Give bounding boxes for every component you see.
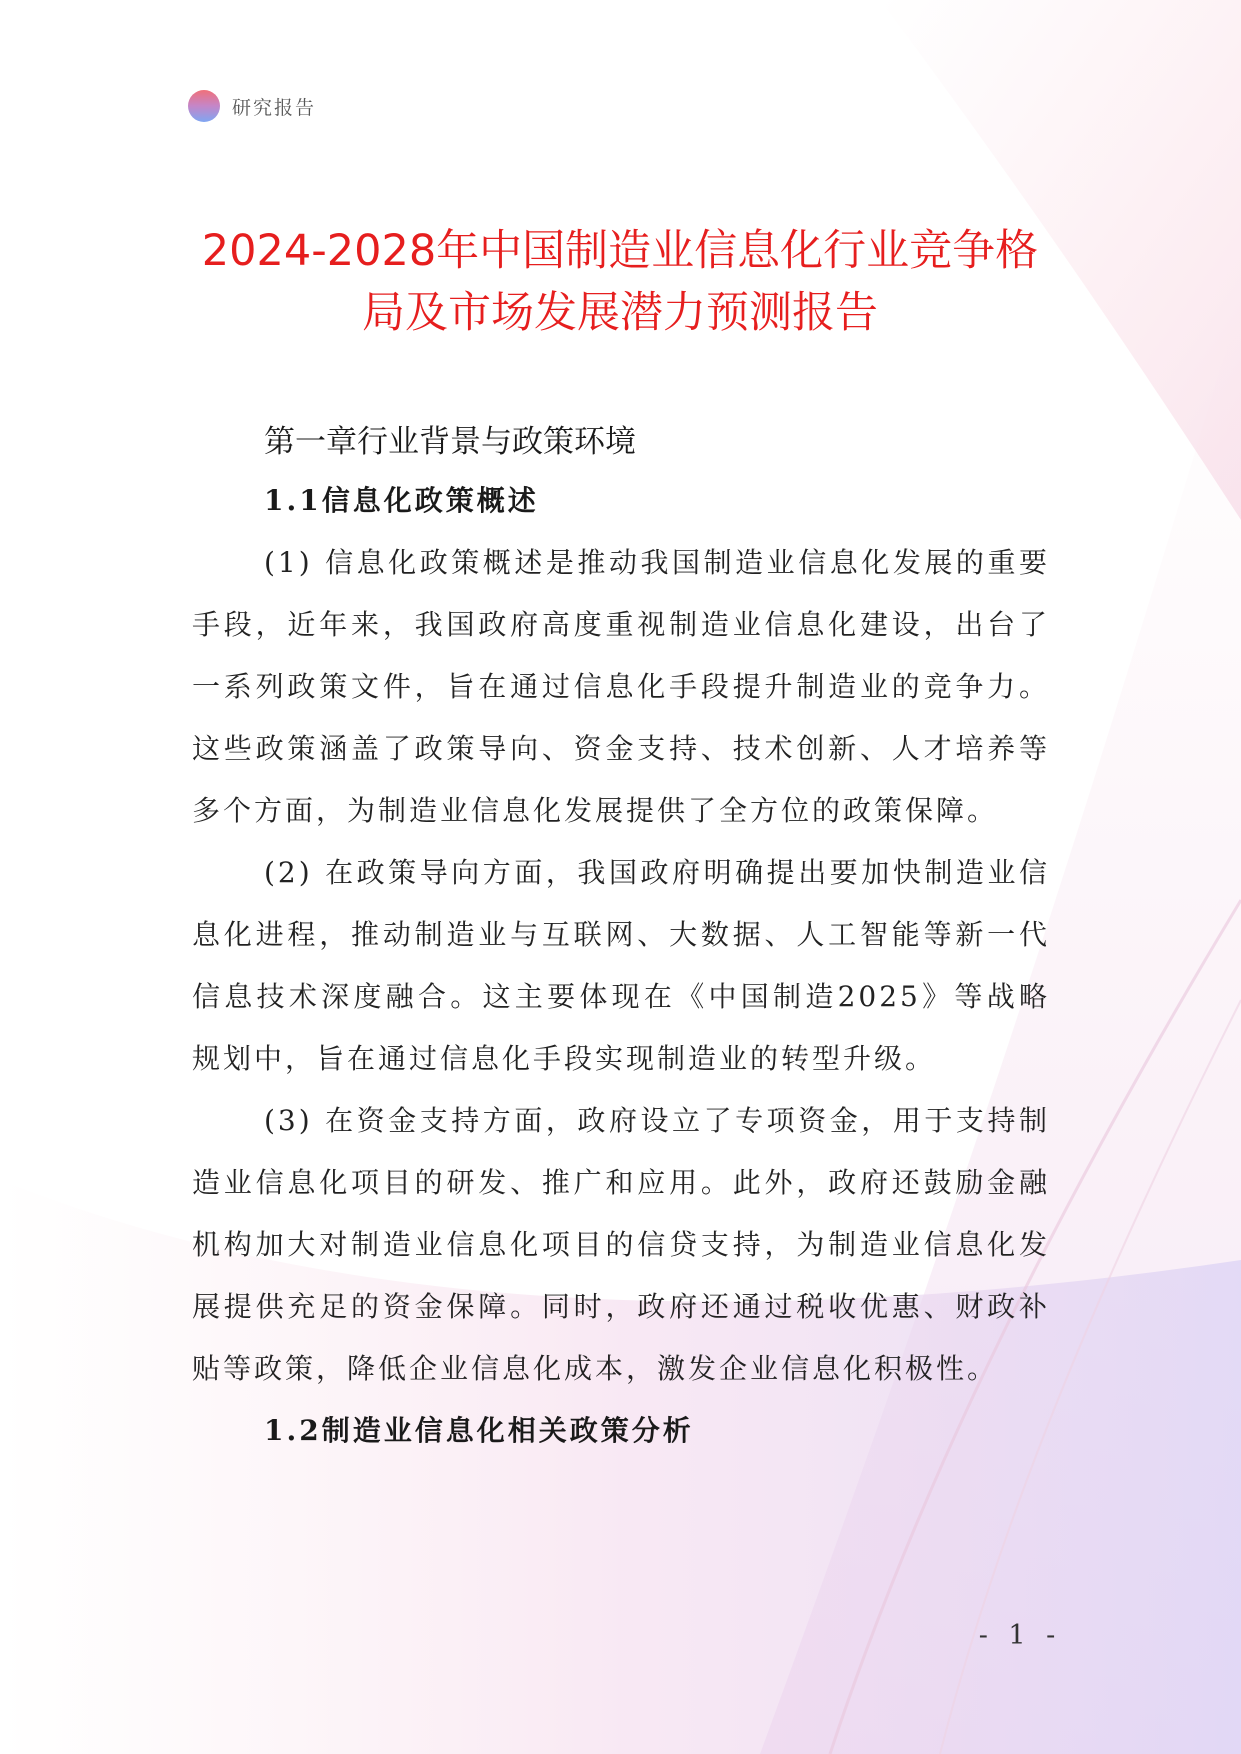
paragraph-2: (2) 在政策导向方面，我国政府明确提出要加快制造业信息化进程，推动制造业与互联网、大数据、人工智能等新一代信息技术深度融合。这主要体现在《中国制造2025》等战略规划中，旨在通过信息化手段实现制造业的转型升级。: [192, 856, 1050, 1075]
gradient-circle-logo-icon: [188, 90, 220, 122]
section-heading-1-1: 1.1信息化政策概述: [264, 484, 539, 517]
title-line-2: 局及市场发展潜力预测报告: [362, 288, 878, 338]
document-title: [170, 220, 1070, 344]
header-label: 研究报告: [232, 96, 317, 119]
document-body: [192, 414, 1050, 1462]
title-line-1: 2024-2028年中国制造业信息化行业竞争格: [201, 226, 1039, 276]
page-number: - 1 -: [978, 1620, 1062, 1651]
section-heading-1-2: 1.2制造业信息化相关政策分析: [264, 1414, 694, 1447]
section-1-1-body: [192, 532, 1050, 1400]
paragraph-3: (3) 在资金支持方面，政府设立了专项资金，用于支持制造业信息化项目的研发、推广和应用。此外，政府还鼓励金融机构加大对制造业信息化项目的信贷支持，为制造业信息化发展提供充足的资金保障。同时，政府还通过税收优惠、财政补贴等政策，降低企业信息化成本，激发企业信息化积极性。: [192, 1104, 1050, 1385]
chapter-heading: 第一章行业背景与政策环境: [264, 424, 636, 460]
report-header: [188, 90, 316, 122]
paragraph-1: (1) 信息化政策概述是推动我国制造业信息化发展的重要手段，近年来，我国政府高度重视制造业信息化建设，出台了一系列政策文件，旨在通过信息化手段提升制造业的竞争力。这些政策涵盖了政策导向、资金支持、技术创新、人才培养等多个方面，为制造业信息化发展提供了全方位的政策保障。: [192, 546, 1050, 827]
